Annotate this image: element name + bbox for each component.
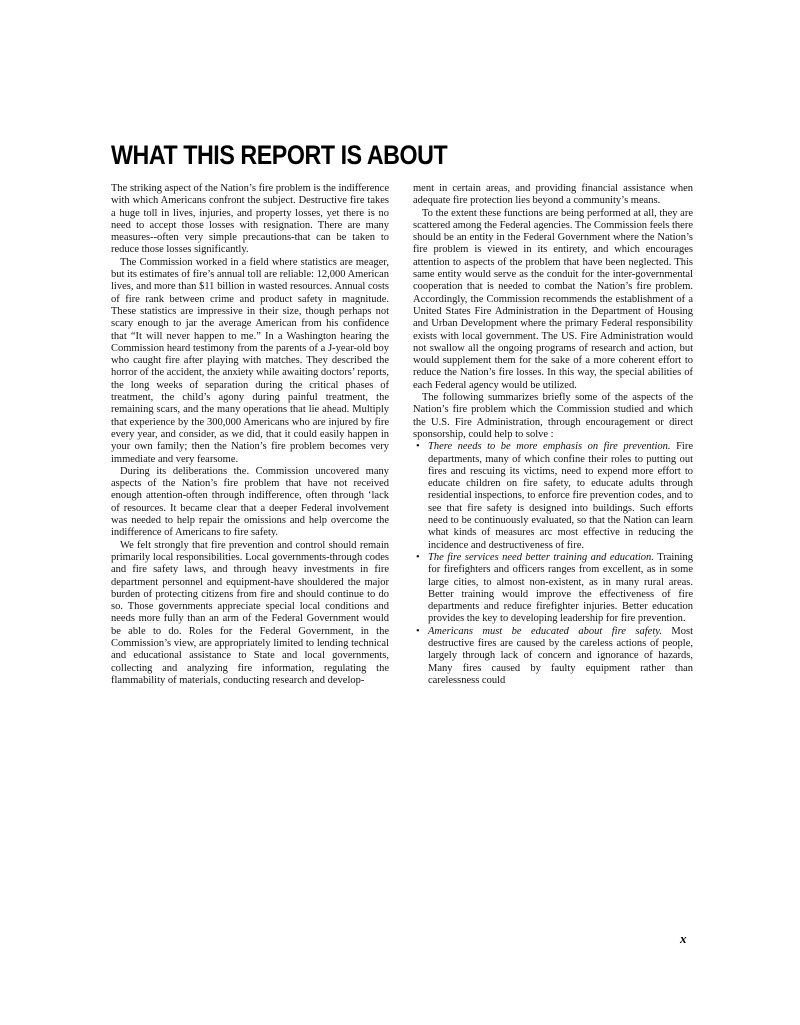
bullet-marker: • — [416, 625, 420, 637]
bullet-heading: Americans must be educated about fire safety. — [428, 625, 662, 637]
report-title: WHAT THIS REPORT IS ABOUT — [111, 140, 448, 170]
page-number: x — [680, 931, 687, 946]
bullet-text: Most destructive fires are caused by the careless actions of people, largely through lack of concern and ignorance of hazards, Many fires caused by faulty equipment rather than carelessness could — [428, 625, 694, 686]
bullet-text: Training for firefighters and officers ranges from excellent, as in some large cities, to almost non-existent, as in many rural areas. Better training would improve the effectiveness of fire departments and reduce firefighter injuries. Better education provides the key to developing leadership for fire prevention. — [428, 551, 693, 625]
left-column — [111, 183, 389, 687]
bullet-heading: The fire services need better training and education. — [428, 551, 654, 563]
bullet-marker: • — [416, 441, 420, 453]
body-paragraph: The Commission worked in a field where statistics are meager, but its estimates of fire’s annual toll are reliable: 12,000 American lives, and more than $11 billion in wasted resources. Annual costs of fire rank between crime and product safety in magnitude. These statistics are impressive in their size, though perhaps not scary enough to jar the average American from his confidence that “It will never happen to me.” In a Washington hearing the Commission heard testimony from the parents of a J-year-old boy who caught fire after playing with matches. They described the horror of the accident, the anxiety while awaiting doctors’ reports, the long weeks of separation during the critical phases of treatment, the child’s agony during painful treatment, the remaining scars, and the many operations that lie ahead. Multiply that experience by the 300,000 Americans who are injured by fire every year, and consider, as we did, that it could easily happen in your own family; then the Nation’s fire problem becomes very immediate and very fearsome. — [111, 256, 389, 465]
body-paragraph: During its deliberations the. Commission uncovered many aspects of the Nation’s fire problem that have not received enough attention-often through indifference, often through ‘lack of resources. It became clear that a deeper Federal involvement was needed to help repair the omissions and help overcome the indifference of Americans to fire safety. — [111, 465, 389, 539]
body-paragraph: The striking aspect of the Nation’s fire problem is the indifference with which Americans confront the subject. Destructive fire takes a huge toll in lives, injuries, and property losses, yet there is no need to accept those losses with resignation. There are many measures--often very simple precautions-that can be taken to reduce those losses significantly. — [111, 183, 389, 256]
bullet-item — [413, 626, 693, 687]
bullet-item — [413, 441, 693, 552]
bullet-marker: • — [416, 551, 420, 563]
bullet-heading: There needs to be more emphasis on fire prevention. — [428, 441, 671, 453]
right-column — [413, 183, 693, 687]
bullet-item — [413, 552, 693, 626]
body-paragraph: The following summarizes briefly some of the aspects of the Nation’s fire problem which the Commission studied and which the U.S. Fire Administration, through encouragement or direct sponsorship, could help to solve : — [413, 392, 693, 440]
bullet-text: Fire departments, many of which confine their roles to putting out fires and rescuing its victims, need to expend more effort to educate children on fire safety, to educate adults through residential inspections, to enforce fire prevention codes, and to see that fire safety is designed into buildings. Such efforts need to be continuously evaluated, so that the Nation can learn what kinds of measures arc most effective in reducing the incidence and destructiveness of fire. — [428, 441, 693, 551]
body-paragraph: ment in certain areas, and providing financial assistance when adequate fire protection lies beyond a community’s means. — [413, 183, 693, 207]
body-paragraph: To the extent these functions are being performed at all, they are scattered among the Federal agencies. The Commission feels there should be an entity in the Federal Government where the Nation’s fire problem is viewed in its entirety, and which encourages attention to aspects of the problem that have been neglected. This same entity would serve as the conduit for the inter-governmental cooperation that is needed to combat the Nation’s fire problem. Accordingly, the Commission recommends the establishment of a United States Fire Administration in the Department of Housing and Urban Development where the primary Federal responsibility exists with local government. The US. Fire Administration would not swallow all the ongoing programs of research and action, but would supplement them for the sake of a more coherent effort to reduce the Nation’s fire losses. In this way, the special abilities of each Federal agency would be utilized. — [413, 207, 694, 391]
body-paragraph: We felt strongly that fire prevention and control should remain primarily local responsibilities. Local governments-through codes and fire safety laws, and through heavy investments in fire department personnel and equipment-have shouldered the major burden of protecting citizens from fire and should continue to do so. Those governments appreciate special local conditions and needs more fully than an arm of the Federal Government would be able to do. Roles for the Federal Government, in the Commission’s view, are appropriately limited to lending technical and educational assistance to State and local governments, collecting and analyzing fire information, regulating the flammability of materials, conducting research and develop- — [111, 539, 389, 686]
